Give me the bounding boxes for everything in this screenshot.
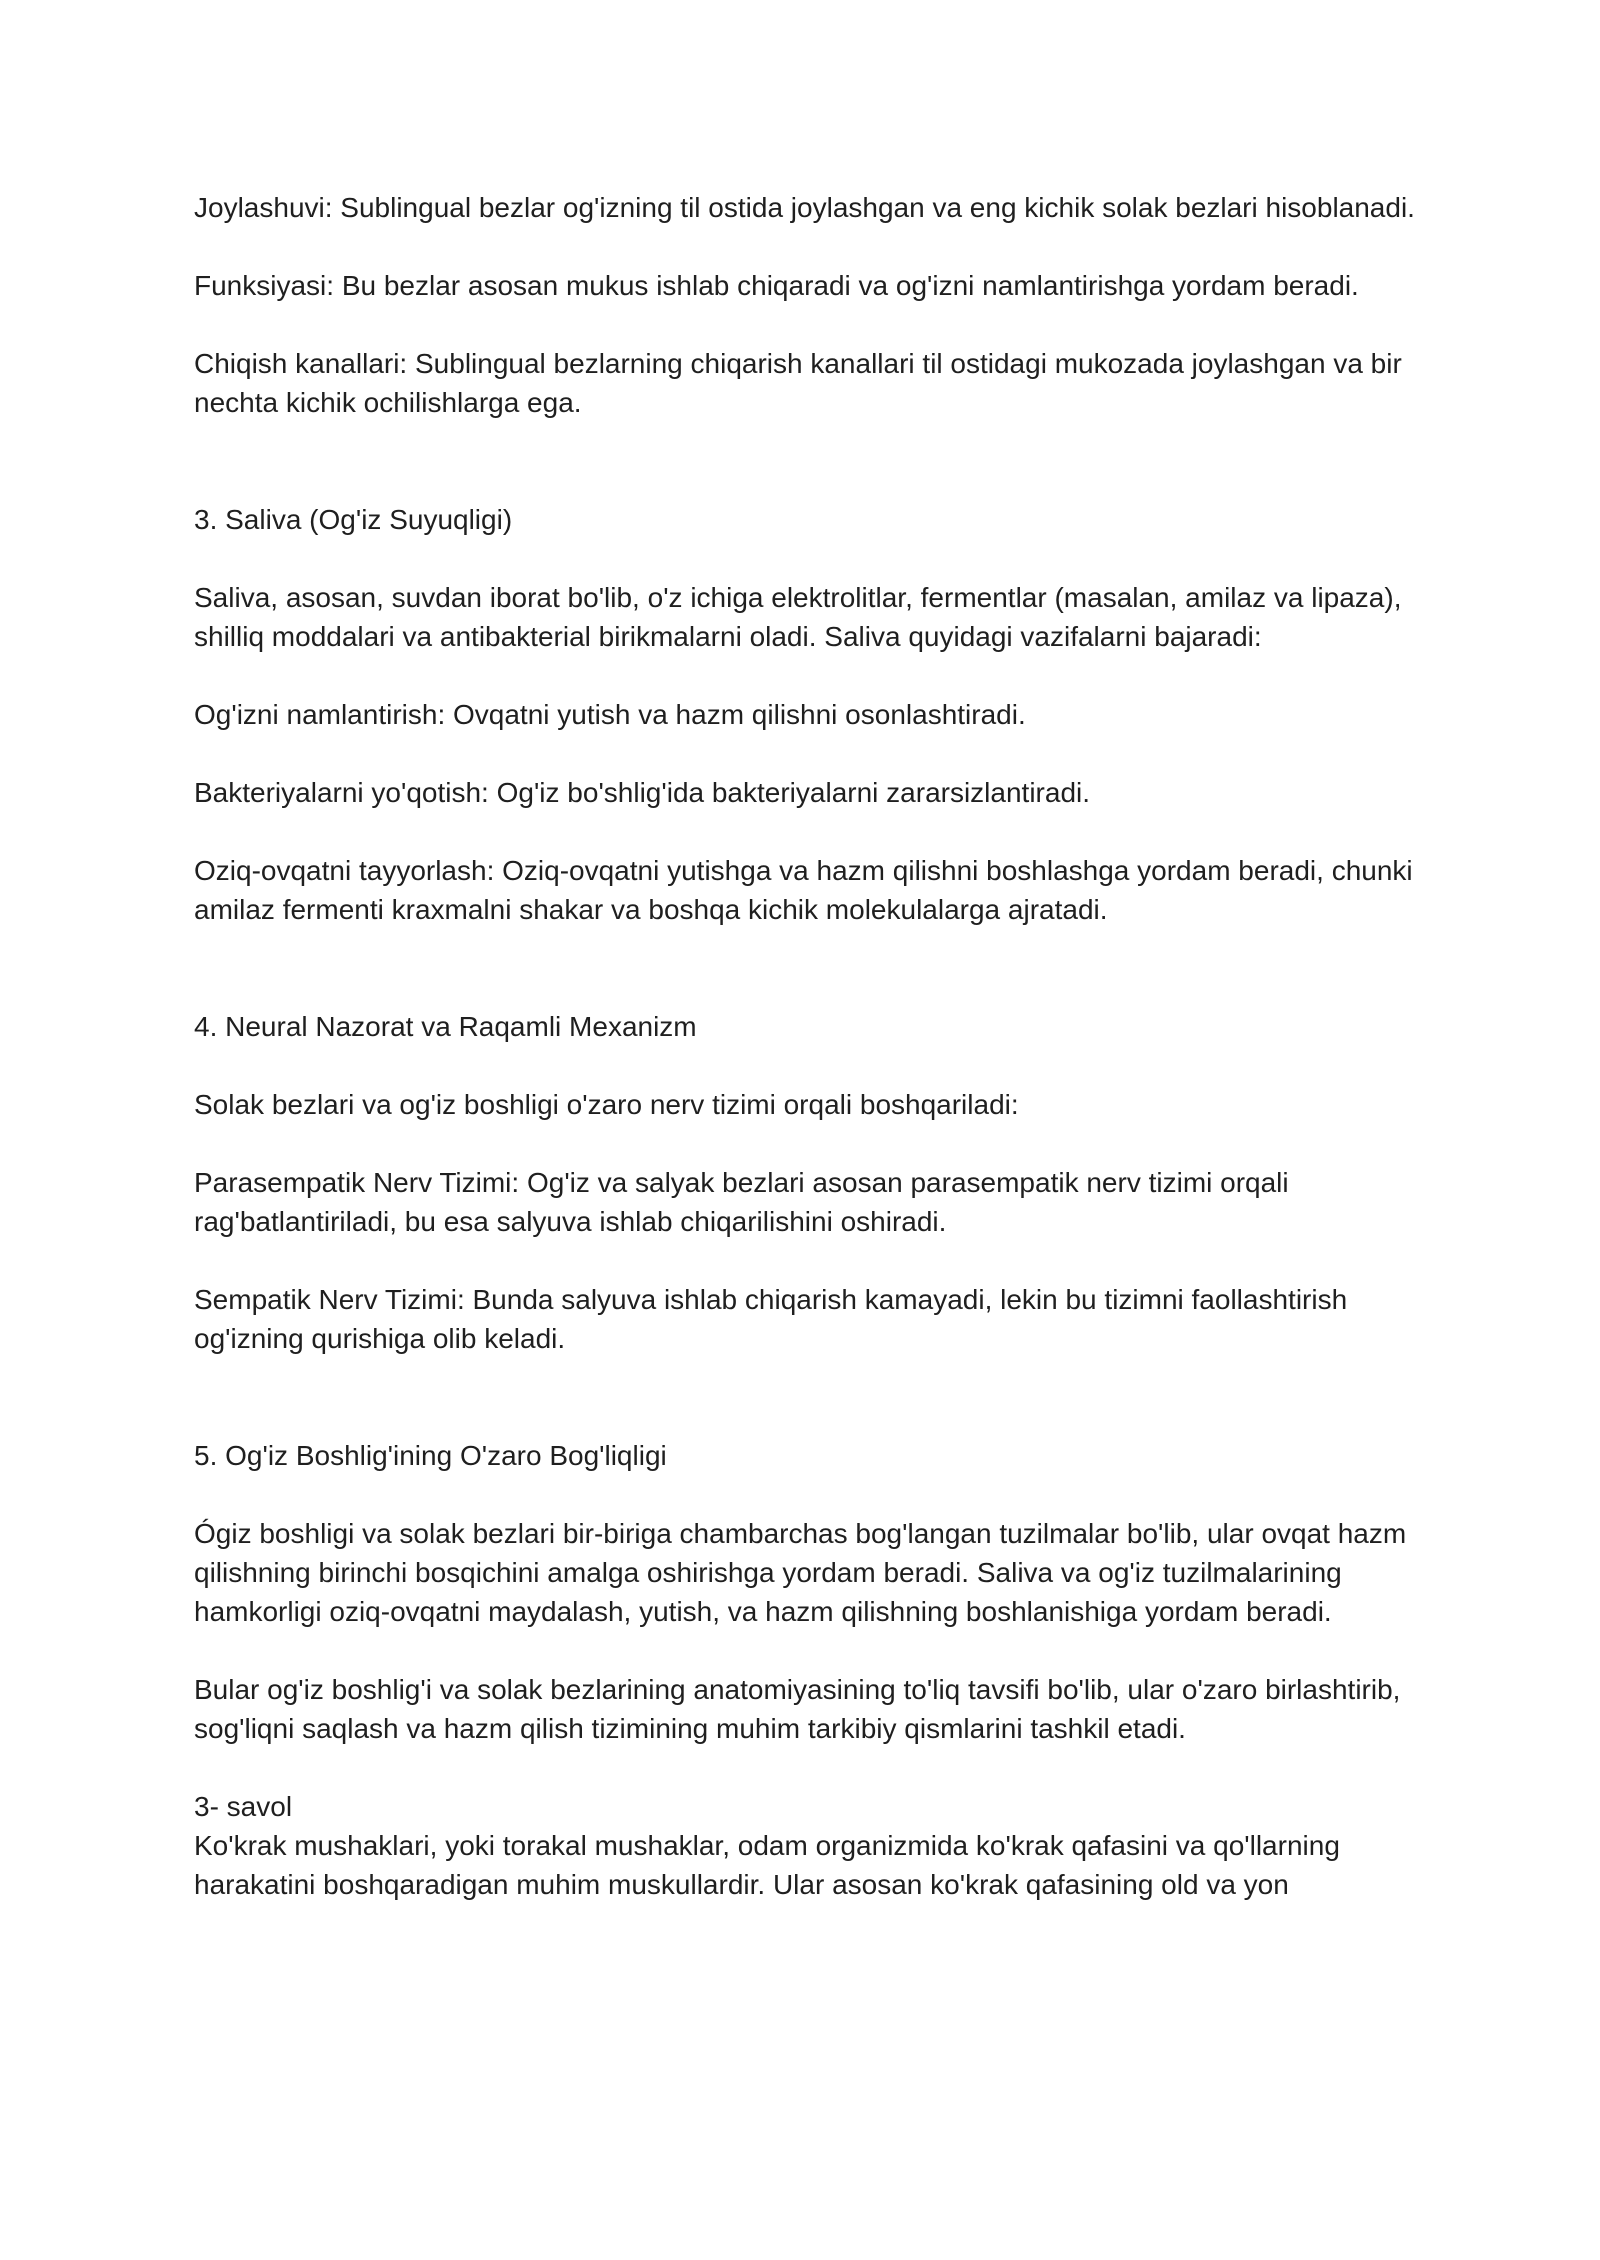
paragraph-funksiyasi: Funksiyasi: Bu bezlar asosan mukus ishlab chiqaradi va og'izni namlantirishga yordam beradi.	[194, 270, 1359, 301]
paragraph-bular-anatomiya: Bular og'iz boshlig'i va solak bezlarining anatomiyasining to'liq tavsifi bo'lib, ular o'zaro birlashtirib, sog'liqni saqlash va hazm qilish tizimining muhim tarkibiy qismlarini tashkil etadi.	[194, 1674, 1401, 1744]
paragraph-ogiz-boshligi-solak: Ógiz boshligi va solak bezlari bir-biriga chambarchas bog'langan tuzilmalar bo'lib, ular ovqat hazm qilishning birinchi bosqichini amalga oshirishga yordam beradi. Saliva va og'iz tuzilmalarining hamkorligi oziq-ovqatni maydalash, yutish, va hazm qilishning boshlanishiga yordam beradi.	[194, 1518, 1407, 1627]
paragraph-nerv-tizimi-intro: Solak bezlari va og'iz boshligi o'zaro nerv tizimi orqali boshqariladi:	[194, 1089, 1019, 1120]
section-heading-saliva: 3. Saliva (Og'iz Suyuqligi)	[194, 504, 513, 535]
document-body	[194, 188, 1424, 1943]
section-heading-3-savol: 3- savol	[194, 1791, 293, 1822]
paragraph-kokrak-mushaklari: Ko'krak mushaklari, yoki torakal mushaklar, odam organizmida ko'krak qafasini va qo'llarning harakatini boshqaradigan muhim muskullardir. Ular asosan ko'krak qafasining old va yon	[194, 1830, 1340, 1900]
section-heading-ozaro-bogliqligi: 5. Og'iz Boshlig'ining O'zaro Bog'liqligi	[194, 1440, 667, 1471]
paragraph-ogizni-namlantirish: Og'izni namlantirish: Ovqatni yutish va hazm qilishni osonlashtiradi.	[194, 699, 1026, 730]
paragraph-joylashuvi: Joylashuvi: Sublingual bezlar og'izning til ostida joylashgan va eng kichik solak bezlari hisoblanadi.	[194, 192, 1415, 223]
paragraph-chiqish-kanallari: Chiqish kanallari: Sublingual bezlarning chiqarish kanallari til ostidagi mukozada joylashgan va bir nechta kichik ochilishlarga ega.	[194, 348, 1402, 418]
paragraph-saliva-intro: Saliva, asosan, suvdan iborat bo'lib, o'z ichiga elektrolitlar, fermentlar (masalan, amilaz va lipaza), shilliq moddalari va antibakterial birikmalarni oladi. Saliva quyidagi vazifalarni bajaradi:	[194, 582, 1402, 652]
paragraph-parasempatik: Parasempatik Nerv Tizimi: Og'iz va salyak bezlari asosan parasempatik nerv tizimi orqali rag'batlantiriladi, bu esa salyuva ishlab chiqarilishini oshiradi.	[194, 1167, 1289, 1237]
section-heading-neural-nazorat: 4. Neural Nazorat va Raqamli Mexanizm	[194, 1011, 697, 1042]
paragraph-sempatik: Sempatik Nerv Tizimi: Bunda salyuva ishlab chiqarish kamayadi, lekin bu tizimni faollashtirish og'izning qurishiga olib keladi.	[194, 1284, 1348, 1354]
paragraph-oziq-ovqatni-tayyorlash: Oziq-ovqatni tayyorlash: Oziq-ovqatni yutishga va hazm qilishni boshlashga yordam beradi, chunki amilaz fermenti kraxmalni shakar va boshqa kichik molekulalarga ajratadi.	[194, 855, 1413, 925]
paragraph-bakteriyalarni-yoqotish: Bakteriyalarni yo'qotish: Og'iz bo'shlig'ida bakteriyalarni zararsizlantiradi.	[194, 777, 1091, 808]
